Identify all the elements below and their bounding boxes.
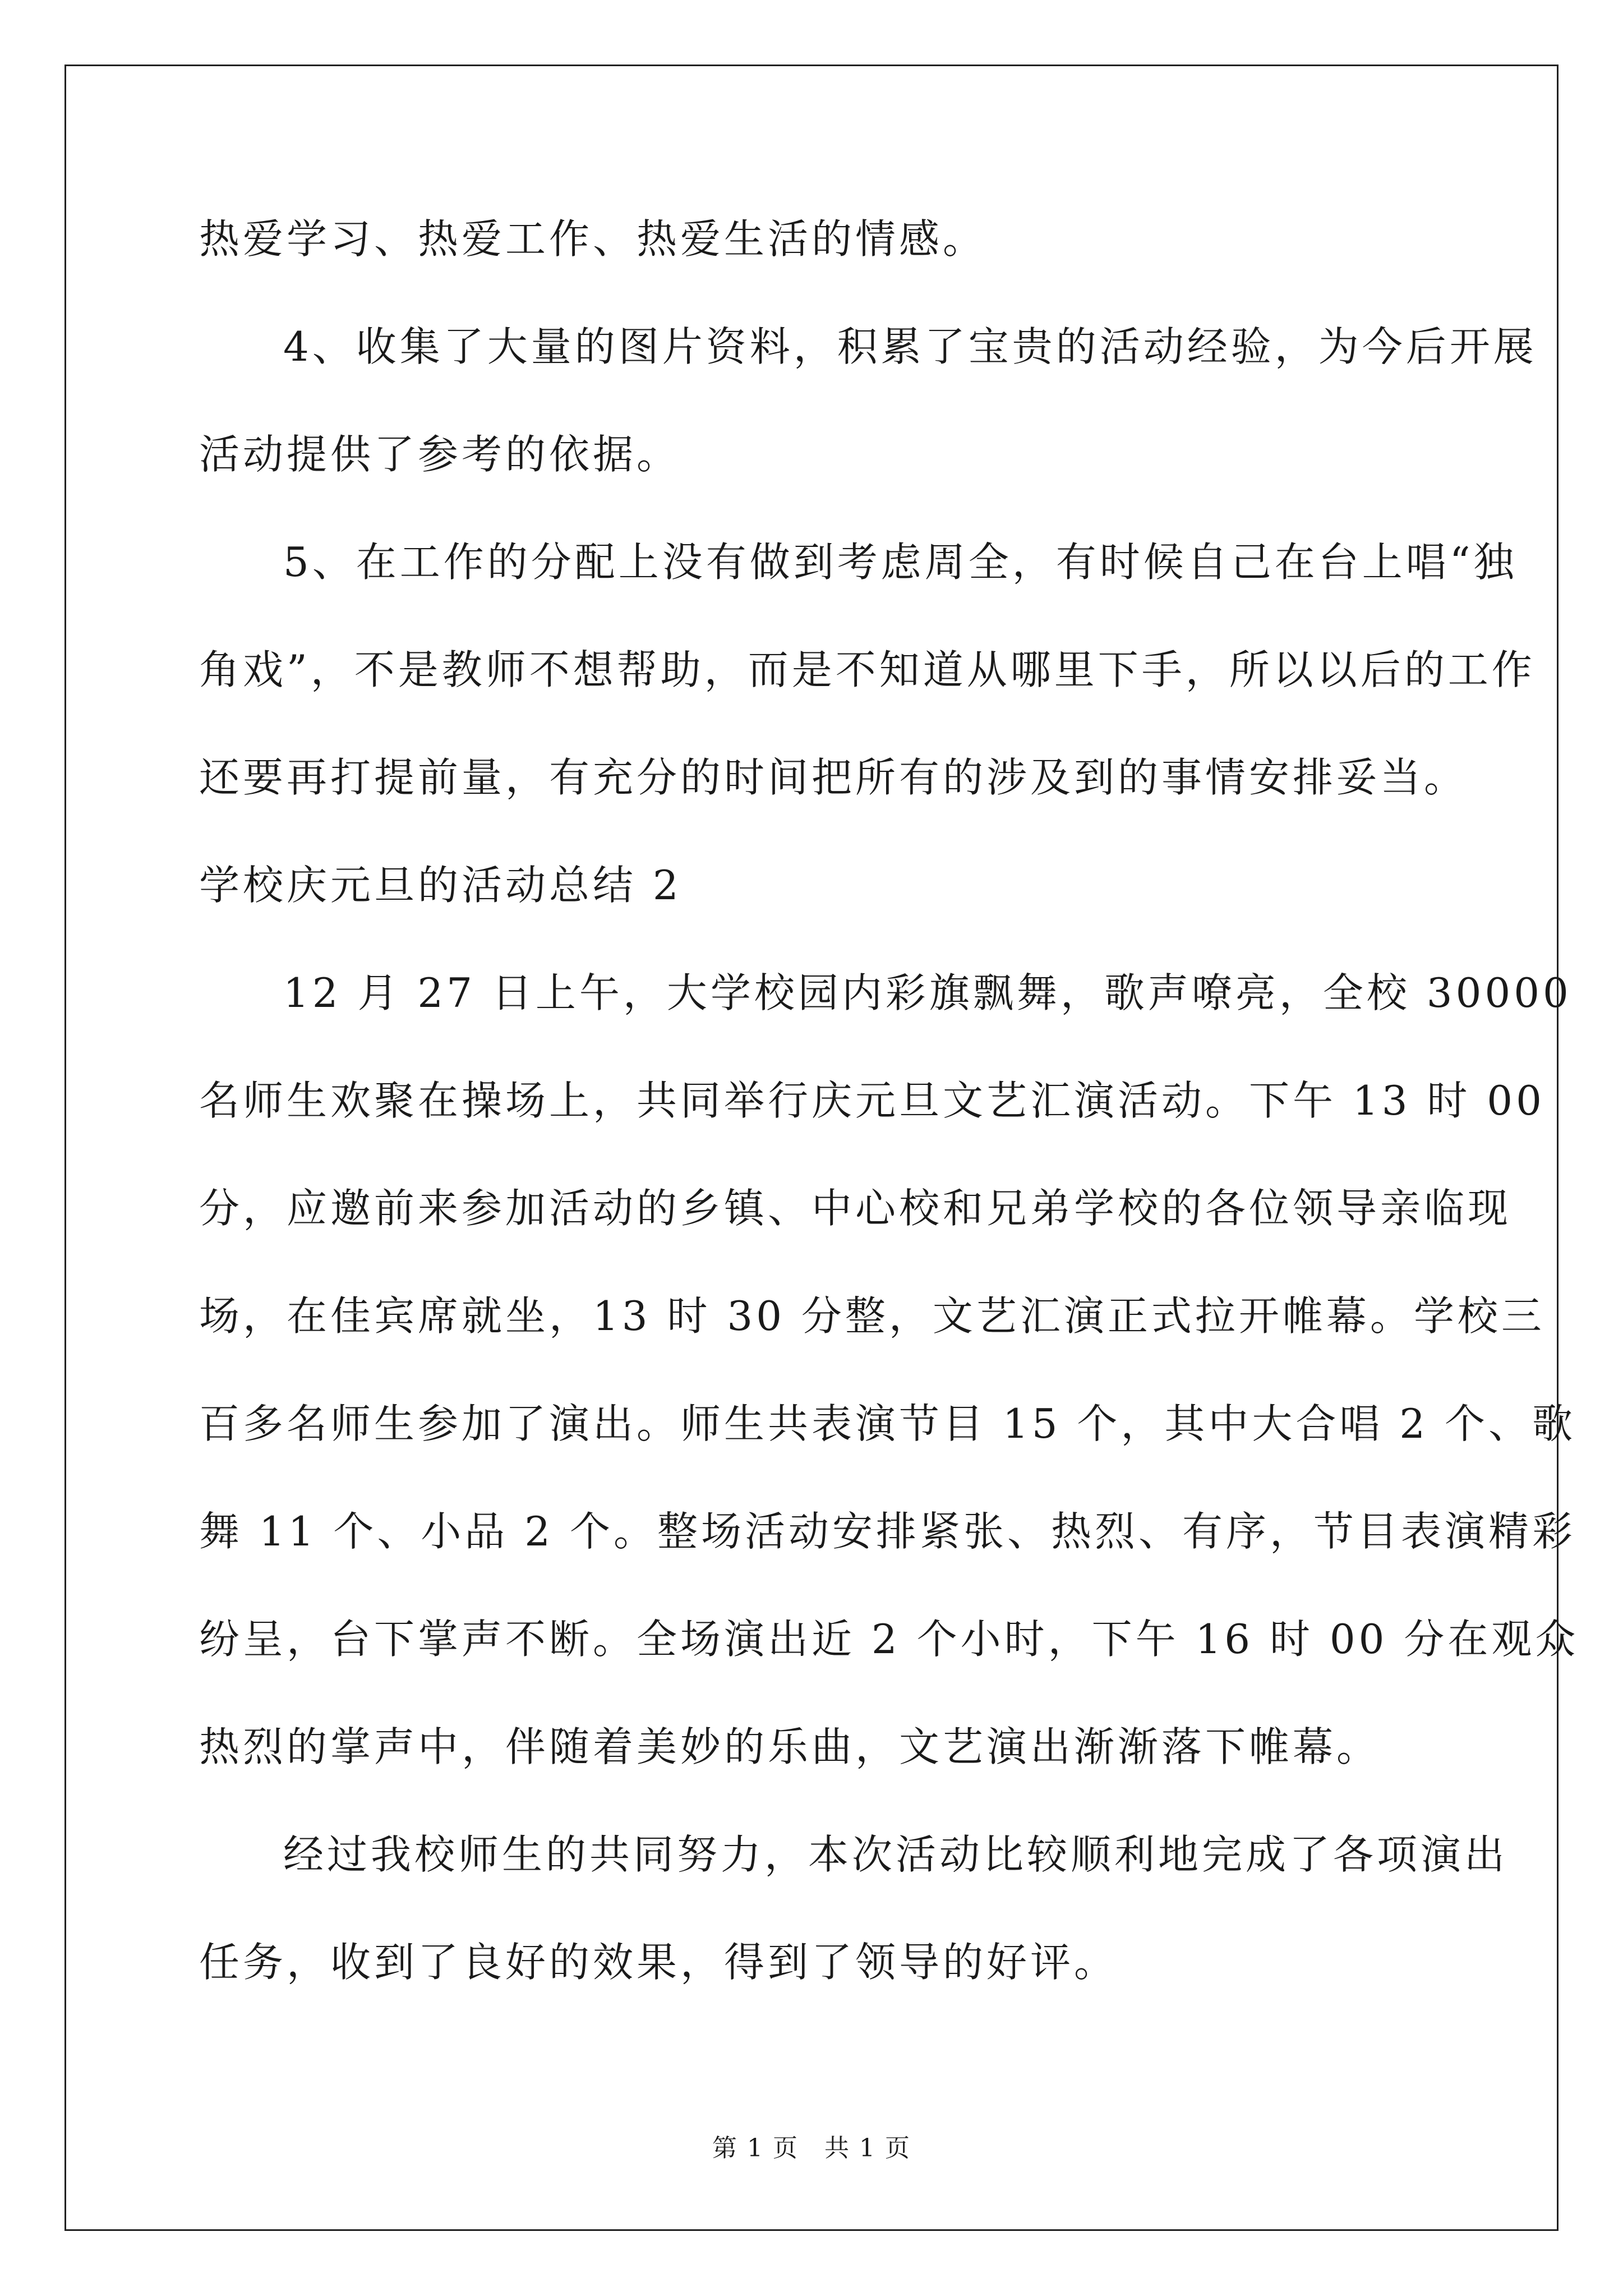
text-line-14: 纷呈，台下掌声不断。全场演出近 2 个小时，下午 16 时 00 分在观众 bbox=[199, 1616, 1579, 1663]
text-line-13: 舞 11 个、小品 2 个。整场活动安排紧张、热烈、有序，节目表演精彩 bbox=[199, 1508, 1576, 1555]
text-line-8: 12 月 27 日上午，大学校园内彩旗飘舞，歌声嘹亮，全校 30000 bbox=[283, 969, 1572, 1016]
section-heading: 学校庆元旦的活动总结 2 bbox=[199, 862, 682, 909]
document-body bbox=[199, 185, 1579, 2016]
text-line-17: 任务，收到了良好的效果，得到了领导的好评。 bbox=[199, 1939, 1118, 1986]
text-line-16: 经过我校师生的共同努力，本次活动比较顺利地完成了各项演出 bbox=[283, 1831, 1509, 1878]
text-line-9: 名师生欢聚在操场上，共同举行庆元旦文艺汇演活动。下午 13 时 00 bbox=[199, 1077, 1545, 1124]
text-line-10: 分，应邀前来参加活动的乡镇、中心校和兄弟学校的各位领导亲临现 bbox=[199, 1185, 1512, 1232]
text-line-1: 热爱学习、热爱工作、热爱生活的情感。 bbox=[199, 215, 987, 263]
text-line-6: 还要再打提前量，有充分的时间把所有的涉及到的事情安排妥当。 bbox=[199, 754, 1468, 801]
text-line-3: 活动提供了参考的依据。 bbox=[199, 431, 681, 478]
page-footer: 第 1 页 共 1 页 bbox=[712, 2134, 911, 2162]
text-line-2: 4、收集了大量的图片资料，积累了宝贵的活动经验，为今后开展 bbox=[283, 323, 1537, 370]
text-line-5: 角戏”，不是教师不想帮助，而是不知道从哪里下手，所以以后的工作 bbox=[199, 646, 1536, 693]
text-line-4: 5、在工作的分配上没有做到考虑周全，有时候自己在台上唱“独 bbox=[283, 539, 1518, 586]
text-line-15: 热烈的掌声中，伴随着美妙的乐曲，文艺演出渐渐落下帷幕。 bbox=[199, 1723, 1381, 1770]
text-line-12: 百多名师生参加了演出。师生共表演节目 15 个，其中大合唱 2 个、歌 bbox=[199, 1400, 1576, 1447]
text-line-11: 场，在佳宾席就坐，13 时 30 分整，文艺汇演正式拉开帷幕。学校三 bbox=[199, 1292, 1545, 1340]
